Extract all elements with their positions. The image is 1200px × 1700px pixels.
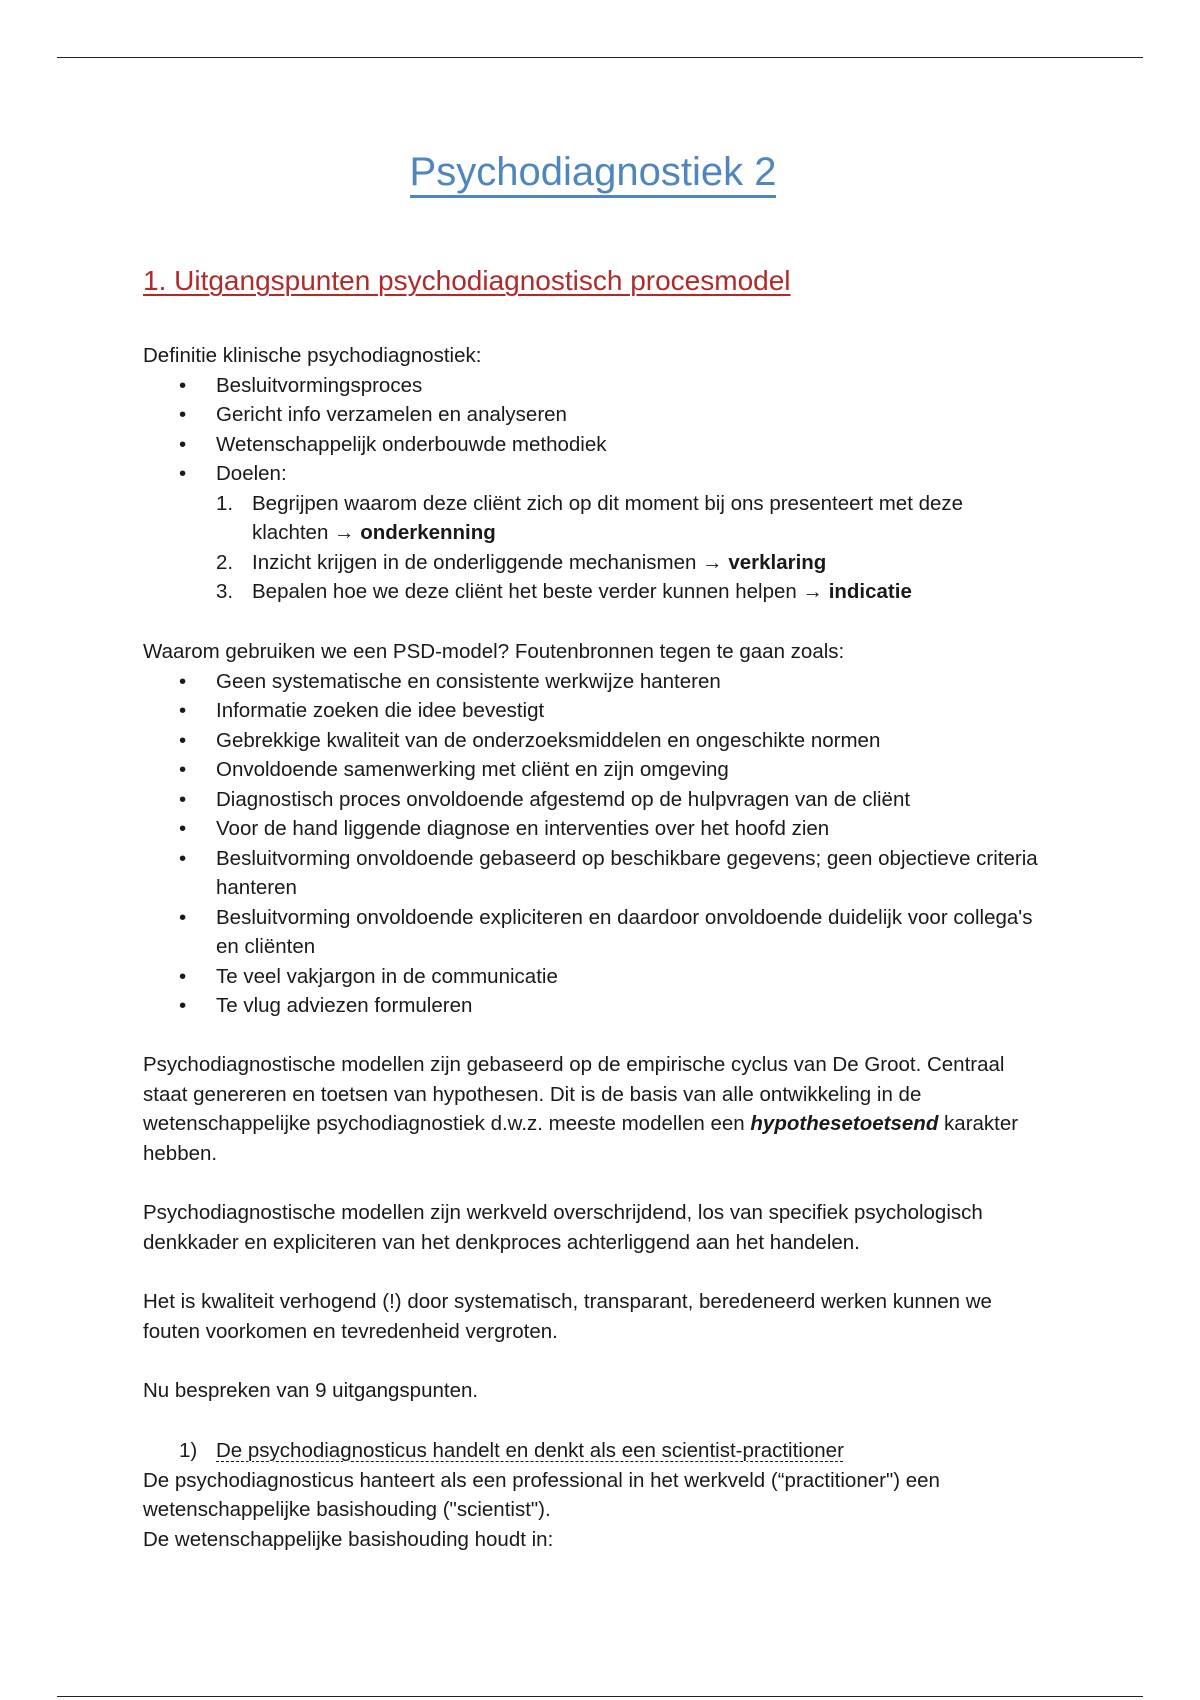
list-item: • Gebrekkige kwaliteit van de onderzoeksmiddelen en ongeschikte normen [143,726,1043,756]
list-item: • Doelen: [143,459,1043,489]
section-heading: 1. Uitgangspunten psychodiagnostisch procesmodel [143,265,791,296]
definition-list [143,371,1043,489]
header-rule [57,57,1143,58]
goal-item [143,577,1043,607]
point-1-lead: De wetenschappelijke basishouding houdt in: [143,1527,554,1551]
goal-keyword: indicatie [828,580,912,603]
definition-block [143,341,1043,607]
document-title [143,145,1043,199]
paragraph-text: Nu bespreken van 9 uitgangspunten. [143,1379,479,1402]
point-1-description: De psychodiagnosticus hanteert als een professional in het werkveld (“practitioner") een wetenschappelijke basishouding ("scientist"). [143,1468,940,1521]
goal-number: 1. [216,491,234,515]
title-text: Psychodiagnostiek 2 [410,150,777,198]
emphasis-term: hypothesetoetsend [750,1112,939,1135]
goal-keyword: onderkenning [360,521,496,544]
footer-rule [57,1696,1143,1697]
paragraph-crossfield [143,1198,1043,1257]
why-intro: Waarom gebruiken we een PSD-model? Foutenbronnen tegen te gaan zoals: [143,640,845,663]
point-1-title [143,1436,1043,1466]
goal-text: Inzicht krijgen in de onderliggende mechanismen → [252,550,729,574]
goal-item [143,489,1043,548]
list-item: • Besluitvormingsproces [143,371,1043,401]
list-item: • Besluitvorming onvoldoende gebaseerd op beschikbare gegevens; geen objectieve criteria hanteren [143,844,1043,903]
list-item: • Te veel vakjargon in de communicatie [143,962,1043,992]
goal-keyword: verklaring [728,550,827,574]
paragraph-nine-points [143,1376,1043,1406]
error-sources-list [143,667,1043,1021]
paragraph-text: Het is kwaliteit verhogend (!) door systematisch, transparant, beredeneerd werken kunnen we fouten voorkomen en tevredenheid vergroten. [143,1290,992,1343]
list-item: • Onvoldoende samenwerking met cliënt en zijn omgeving [143,755,1043,785]
paragraph-part: Psychodiagnostische modellen zijn gebaseerd op de empirische cyclus van De Groot. Centraal staat genereren en toetsen van hypothesen. Dit is de basis van alle ontwikkeling in de wetenschappelijke psychodiagnostiek d.w.z. meeste modellen een [143,1053,1005,1135]
list-item: • Voor de hand liggende diagnose en interventies over het hoofd zien [143,814,1043,844]
paragraph-part: karakter hebben. [143,1112,1019,1165]
list-item: • Geen systematische en consistente werkwijze hanteren [143,667,1043,697]
list-item: • Te vlug adviezen formuleren [143,991,1043,1021]
goal-text: Bepalen hoe we deze cliënt het beste verder kunnen helpen → [252,580,829,603]
point-1-block [143,1436,1043,1554]
goal-item [143,548,1043,578]
list-item: • Informatie zoeken die idee bevestigt [143,696,1043,726]
definition-intro: Definitie klinische psychodiagnostiek: [143,344,482,367]
goal-number: 2. [216,550,234,574]
goals-list [143,489,1043,607]
paragraph-text: Psychodiagnostische modellen zijn werkveld overschrijdend, los van specifiek psychologisch denkkader en expliciteren van het denkproces achterliggend aan het handelen. [143,1201,983,1254]
why-block [143,637,1043,1021]
paragraph-quality [143,1287,1043,1346]
paragraph-text [143,1050,1043,1168]
list-item: • Wetenschappelijk onderbouwde methodiek [143,430,1043,460]
goal-number: 3. [216,580,234,603]
goal-text: Begrijpen waarom deze cliënt zich op dit moment bij ons presenteert met deze klachten → [252,491,964,544]
list-item: • Besluitvorming onvoldoende expliciteren en daardoor onvoldoende duidelijk voor collega's en cliënten [143,903,1043,962]
point-title-text: De psychodiagnosticus handelt en denkt als een scientist-practitioner [216,1439,844,1462]
list-item: • Diagnostisch proces onvoldoende afgestemd op de hulpvragen van de cliënt [143,785,1043,815]
list-item: • Gericht info verzamelen en analyseren [143,400,1043,430]
paragraph-models [143,1050,1043,1168]
point-number: 1) [179,1439,198,1462]
